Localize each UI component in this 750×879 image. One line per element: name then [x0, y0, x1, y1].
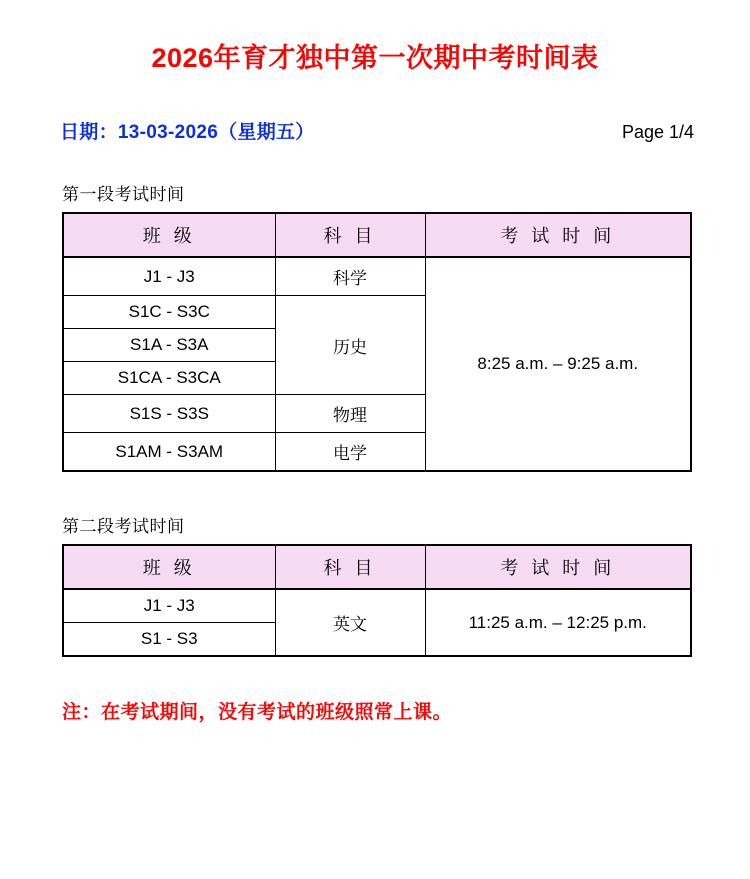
cell-class: S1AM - S3AM [63, 433, 275, 472]
cell-class: S1C - S3C [63, 296, 275, 329]
exam-table-first [62, 212, 692, 472]
table-row [63, 589, 691, 623]
section-label-second: 第二段考试时间 [62, 517, 185, 536]
cell-class: S1CA - S3CA [63, 362, 275, 395]
cell-subject: 历史 [275, 296, 425, 395]
cell-exam-time: 8:25 a.m. – 9:25 a.m. [425, 257, 691, 471]
table-header-row [63, 213, 691, 257]
cell-class: S1S - S3S [63, 395, 275, 433]
meta-row [32, 117, 718, 144]
cell-subject: 电学 [275, 433, 425, 472]
column-header-class: 班 级 [63, 545, 275, 589]
table-header-row [63, 545, 691, 589]
table-row [63, 257, 691, 296]
cell-exam-time: 11:25 a.m. – 12:25 p.m. [425, 589, 691, 656]
cell-subject: 英文 [275, 589, 425, 656]
column-header-class: 班 级 [63, 213, 275, 257]
note-text: 注：在考试期间，没有考试的班级照常上课。 [62, 702, 453, 723]
cell-class: J1 - J3 [63, 589, 275, 623]
section-first-exam-period [32, 180, 718, 472]
document-page [0, 36, 750, 879]
cell-class: J1 - J3 [63, 257, 275, 296]
cell-class: S1A - S3A [63, 329, 275, 362]
section-second-exam-period [32, 512, 718, 657]
cell-class: S1 - S3 [63, 623, 275, 657]
column-header-time: 考 试 时 间 [425, 545, 691, 589]
cell-subject: 物理 [275, 395, 425, 433]
column-header-subject: 科 目 [275, 545, 425, 589]
exam-table-second [62, 544, 692, 657]
page-title: 2026年育才独中第一次期中考时间表 [151, 43, 599, 73]
column-header-subject: 科 目 [275, 213, 425, 257]
page-number: Page 1/4 [621, 122, 694, 142]
column-header-time: 考 试 时 间 [425, 213, 691, 257]
exam-date-label: 日期：13-03-2026（星期五） [60, 122, 315, 143]
section-label-first: 第一段考试时间 [62, 185, 185, 204]
cell-subject: 科学 [275, 257, 425, 296]
